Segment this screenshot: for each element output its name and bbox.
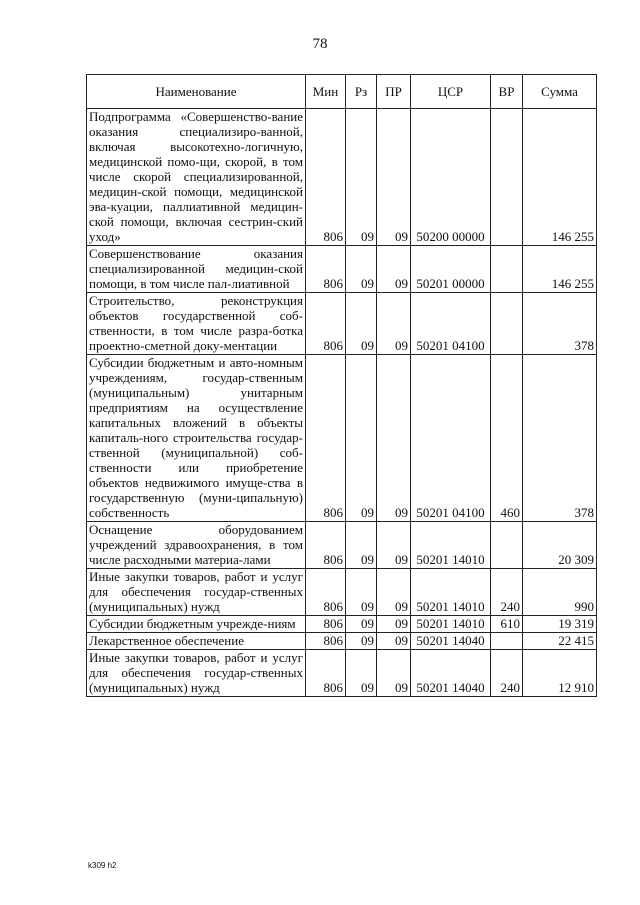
cell-name: Строительство, реконструкция объектов государственной соб-ственности, в том числе разра-ботка проектно-сметной доку-ментации [87, 293, 306, 355]
cell-name: Субсидии бюджетным учрежде-ниям [87, 616, 306, 633]
table-row [87, 355, 597, 522]
page-number: 78 [312, 36, 328, 52]
cell-csr: 50201 14040 [411, 633, 491, 650]
table-row [87, 616, 597, 633]
cell-vr [491, 246, 523, 293]
cell-min: 806 [306, 633, 346, 650]
cell-csr: 50200 00000 [411, 109, 491, 246]
cell-pr: 09 [377, 616, 411, 633]
cell-csr: 50201 14010 [411, 616, 491, 633]
cell-pr: 09 [377, 522, 411, 569]
cell-pr: 09 [377, 569, 411, 616]
cell-name: Совершенствование оказания специализированной медицин-ской помощи, в том числе пал-лиативной [87, 246, 306, 293]
cell-min: 806 [306, 109, 346, 246]
cell-min: 806 [306, 522, 346, 569]
cell-pr: 09 [377, 246, 411, 293]
cell-pr: 09 [377, 293, 411, 355]
cell-sum: 12 910 [523, 650, 597, 697]
cell-min: 806 [306, 650, 346, 697]
cell-rz: 09 [346, 293, 377, 355]
cell-min: 806 [306, 246, 346, 293]
cell-csr: 50201 04100 [411, 293, 491, 355]
cell-pr: 09 [377, 355, 411, 522]
cell-pr: 09 [377, 650, 411, 697]
cell-sum: 22 415 [523, 633, 597, 650]
cell-sum: 20 309 [523, 522, 597, 569]
cell-csr: 50201 04100 [411, 355, 491, 522]
cell-name: Иные закупки товаров, работ и услуг для обеспечения государ-ственных (муниципальных) нужд [87, 569, 306, 616]
header-csr: ЦСР [411, 75, 491, 109]
header-min: Мин [306, 75, 346, 109]
cell-vr [491, 633, 523, 650]
cell-rz: 09 [346, 650, 377, 697]
cell-vr [491, 293, 523, 355]
table-row [87, 633, 597, 650]
cell-rz: 09 [346, 355, 377, 522]
cell-rz: 09 [346, 569, 377, 616]
cell-vr: 460 [491, 355, 523, 522]
table-row [87, 246, 597, 293]
cell-sum: 19 319 [523, 616, 597, 633]
header-vr: ВР [491, 75, 523, 109]
table-row [87, 650, 597, 697]
cell-pr: 09 [377, 109, 411, 246]
cell-csr: 50201 14010 [411, 522, 491, 569]
cell-csr: 50201 14010 [411, 569, 491, 616]
cell-pr: 09 [377, 633, 411, 650]
cell-min: 806 [306, 355, 346, 522]
cell-sum: 146 255 [523, 246, 597, 293]
cell-sum: 146 255 [523, 109, 597, 246]
table-row [87, 109, 597, 246]
cell-name: Субсидии бюджетным и авто-номным учреждениям, государ-ственным (муниципальным) унитарным предприятиям на осуществление капитальных вложений в объекты капиталь-ного строительства государ-ственной (муниципальной) соб-ственности или приобретение объектов недвижимого имуще-ства в государственную (муни-ципальную) собственность [87, 355, 306, 522]
cell-name: Иные закупки товаров, работ и услуг для обеспечения государ-ственных (муниципальных) нужд [87, 650, 306, 697]
table-row [87, 293, 597, 355]
footer-code: k309 h2 [88, 861, 117, 870]
header-pr: ПР [377, 75, 411, 109]
table-body [87, 109, 597, 697]
cell-rz: 09 [346, 522, 377, 569]
header-sum: Сумма [523, 75, 597, 109]
cell-vr: 240 [491, 569, 523, 616]
table-row [87, 522, 597, 569]
cell-rz: 09 [346, 633, 377, 650]
header-name: Наименование [87, 75, 306, 109]
table-row [87, 569, 597, 616]
cell-min: 806 [306, 293, 346, 355]
cell-min: 806 [306, 569, 346, 616]
cell-name: Подпрограмма «Совершенство-вание оказания специализиро-ванной, включая высокотехно-логичную, медицинской помо-щи, скорой, в том числе скорой специализированной, медицин-ской помощи, медицинской эва-куации, паллиативной медицин-ской помощи, включая сестрин-ский уход» [87, 109, 306, 246]
cell-vr: 610 [491, 616, 523, 633]
cell-sum: 990 [523, 569, 597, 616]
cell-min: 806 [306, 616, 346, 633]
cell-vr [491, 522, 523, 569]
header-rz: Рз [346, 75, 377, 109]
cell-csr: 50201 14040 [411, 650, 491, 697]
cell-rz: 09 [346, 109, 377, 246]
cell-vr [491, 109, 523, 246]
cell-sum: 378 [523, 355, 597, 522]
cell-rz: 09 [346, 616, 377, 633]
budget-table [86, 74, 597, 697]
table-header-row [87, 75, 597, 109]
cell-name: Лекарственное обеспечение [87, 633, 306, 650]
cell-name: Оснащение оборудованием учреждений здравоохранения, в том числе расходными материа-лами [87, 522, 306, 569]
cell-rz: 09 [346, 246, 377, 293]
cell-sum: 378 [523, 293, 597, 355]
cell-csr: 50201 00000 [411, 246, 491, 293]
cell-vr: 240 [491, 650, 523, 697]
